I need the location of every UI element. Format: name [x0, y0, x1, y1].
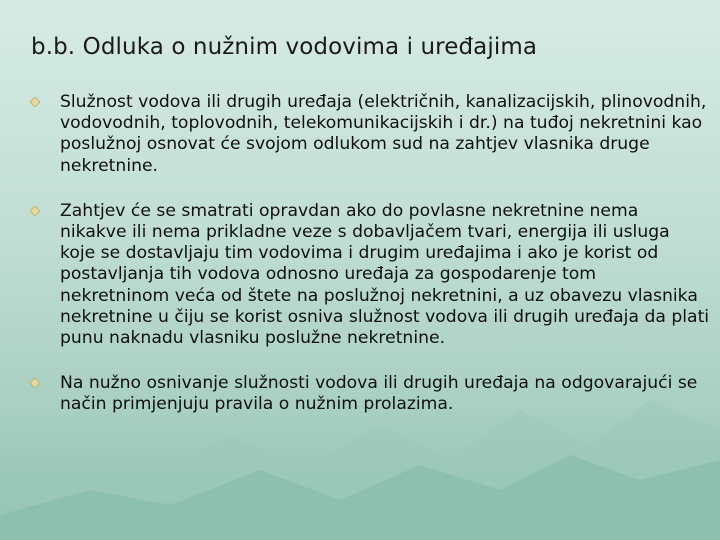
diamond-bullet-icon: [30, 378, 40, 388]
bullet-text: Na nužno osnivanje služnosti vodova ili drugih uređaja na odgovarajući se način primjenjuju pravila o nužnim prolazima.: [60, 373, 698, 415]
bullet-list: [30, 92, 710, 440]
bullet-text: Služnost vodova ili drugih uređaja (električnih, kanalizacijskih, plinovodnih, vodovodnih, toplovodnih, telekomunikacijskih i dr.) na tuđoj nekretnini kao poslužnoj osnovat će svojom odlukom sud na zahtjev vlasnika druge nekretnine.: [60, 92, 707, 176]
diamond-bullet-icon: [30, 206, 40, 216]
bullet-text: Zahtjev će se smatrati opravdan ako do povlasne nekretnine nema nikakve ili nema prikladne veze s dobavljačem tvari, energija ili usluga koje se dostavljaju tim vodovima i drugim uređajima i ako je korist od postavljanja tih vodova odnosno uređaja za gospodarenje tom nekretninom veća od štete na poslužnoj nekretnini, a uz obavezu vlasnika nekretnine u čiju se korist osniva služnost vodova ili drugih uređaja da plati punu naknadu vlasniku poslužne nekretnine.: [60, 200, 710, 349]
bullet-item: [30, 201, 710, 349]
bullet-item: [30, 373, 710, 415]
bullet-item: [30, 92, 710, 177]
diamond-bullet-icon: [30, 97, 40, 107]
slide-title: b.b. Odluka o nužnim vodovima i uređajima: [31, 34, 538, 60]
